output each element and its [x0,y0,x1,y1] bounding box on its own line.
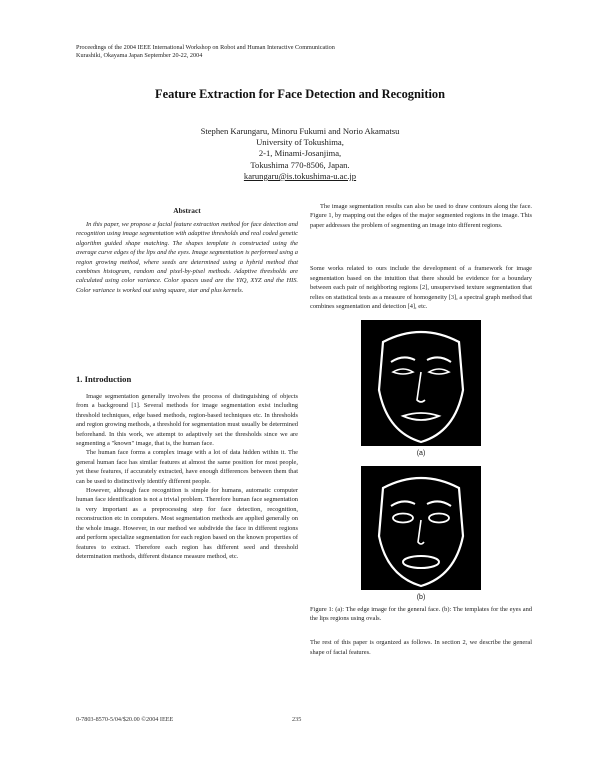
introduction-heading: 1. Introduction [76,374,132,384]
address-line-2: Tokushima 770-8506, Japan. [250,159,350,170]
footer-isbn: 0-7803-8570-5/04/$20.00 ©2004 IEEE [76,716,174,723]
page-number: 235 [292,716,302,723]
right-paragraph: The rest of this paper is organized as follows. In section 2, we describe the general shape of facial features. [310,639,532,656]
right-paragraph: The image segmentation results can also be used to draw contours along the face. Figure 1, by mapping out the edges of the major segmented regions in the image. This paper addresses the problem of segmenting an image into different regions. [310,203,532,229]
intro-paragraph: However, although face recognition is simple for humans, automatic computer human face identification is not a trivial problem. Therefore human face segmentation is very important as a preprocessing step for face detection, recognition, reconstruction etc in computers. Most segmentation methods are applied generally on the whole image. However, in our method we subdivide the face in different regions and perform specialize segmentation for each region based on the known properties of features to extract. Therefore each region has different seed and threshold determination methods, different distance measure method, etc. [76,487,298,560]
intro-paragraph: Image segmentation generally involves the process of distinguishing of objects from a background [1]. Several methods for image segmentation exist including threshold techniques, edge based methods, region-based techniques etc. In thresholds and region growing methods, a threshold for segmentation must usually be determined beforehand. In this work, we attempt to adaptively set the thresholds since we are segmenting a "known" image, that is, the human face. [76,393,298,448]
figure-1a-edge-image [361,320,481,446]
figure-label-a: (a) [416,450,426,457]
abstract-text: In this paper, we propose a facial feature extraction method for face detection and recognition using image segmentation with adaptive thresholds and real coded genetic algorithm guided shape matching. The shapes template is constructed using the average curve edges of the lips and the eyes. Image segmentation is performed using a region growing method, where seeds are determined using a hybrid method that combines histogram, random and pixel-by-pixel methods. Adaptive thresholds are calculated using color variance. Color spaces used are the YIQ, XYZ and the HIS. Color variance is worked out using square, star and plus kernels. [76,221,298,294]
abstract-heading: Abstract [173,206,201,215]
author-block [130,126,470,182]
figure-caption: Figure 1: (a): The edge image for the general face. (b): The templates for the eyes and the lips regions using ovals. [310,606,532,622]
figure-label-b: (b) [416,594,426,601]
right-column-text-3 [310,632,532,664]
introduction-body [76,392,298,561]
right-column-text-1 [310,202,532,230]
right-column-text-2 [310,258,532,318]
address-line-1: 2-1, Minami-Josanjima, [258,148,342,159]
right-paragraph: Some works related to ours include the development of a framework for image segmentation based on the intuition that there should be evidence for a boundary between each pair of neighboring regions [2], unsupervised texture segmentation that relies on statistical tests as a measure of homogeneity [3], a spectral graph method that combines segmentation and detection [4], etc. [310,265,532,311]
author-names: Stephen Karungaru, Minoru Fukumi and Norio Akamatsu [200,126,400,136]
figure-1b-template-image [361,466,481,590]
paper-title: Feature Extraction for Face Detection and Recognition [155,87,445,101]
author-email[interactable]: karungaru@is.tokushima-u.ac.jp [243,170,357,181]
affiliation: University of Tokushima, [256,137,344,148]
proceedings-header: Proceedings of the 2004 IEEE International Workshop on Robot and Human Interactive Communication Kurashiki, Okayama Japan September 20-22, 2004 [76,44,335,59]
intro-paragraph: The human face forms a complex image with a lot of data hidden within it. The general human face has similar features at almost the same position for most people, yet these features, if accurately extracted, have enough differences between them that can be used to distinctively identify different people. [76,449,298,485]
